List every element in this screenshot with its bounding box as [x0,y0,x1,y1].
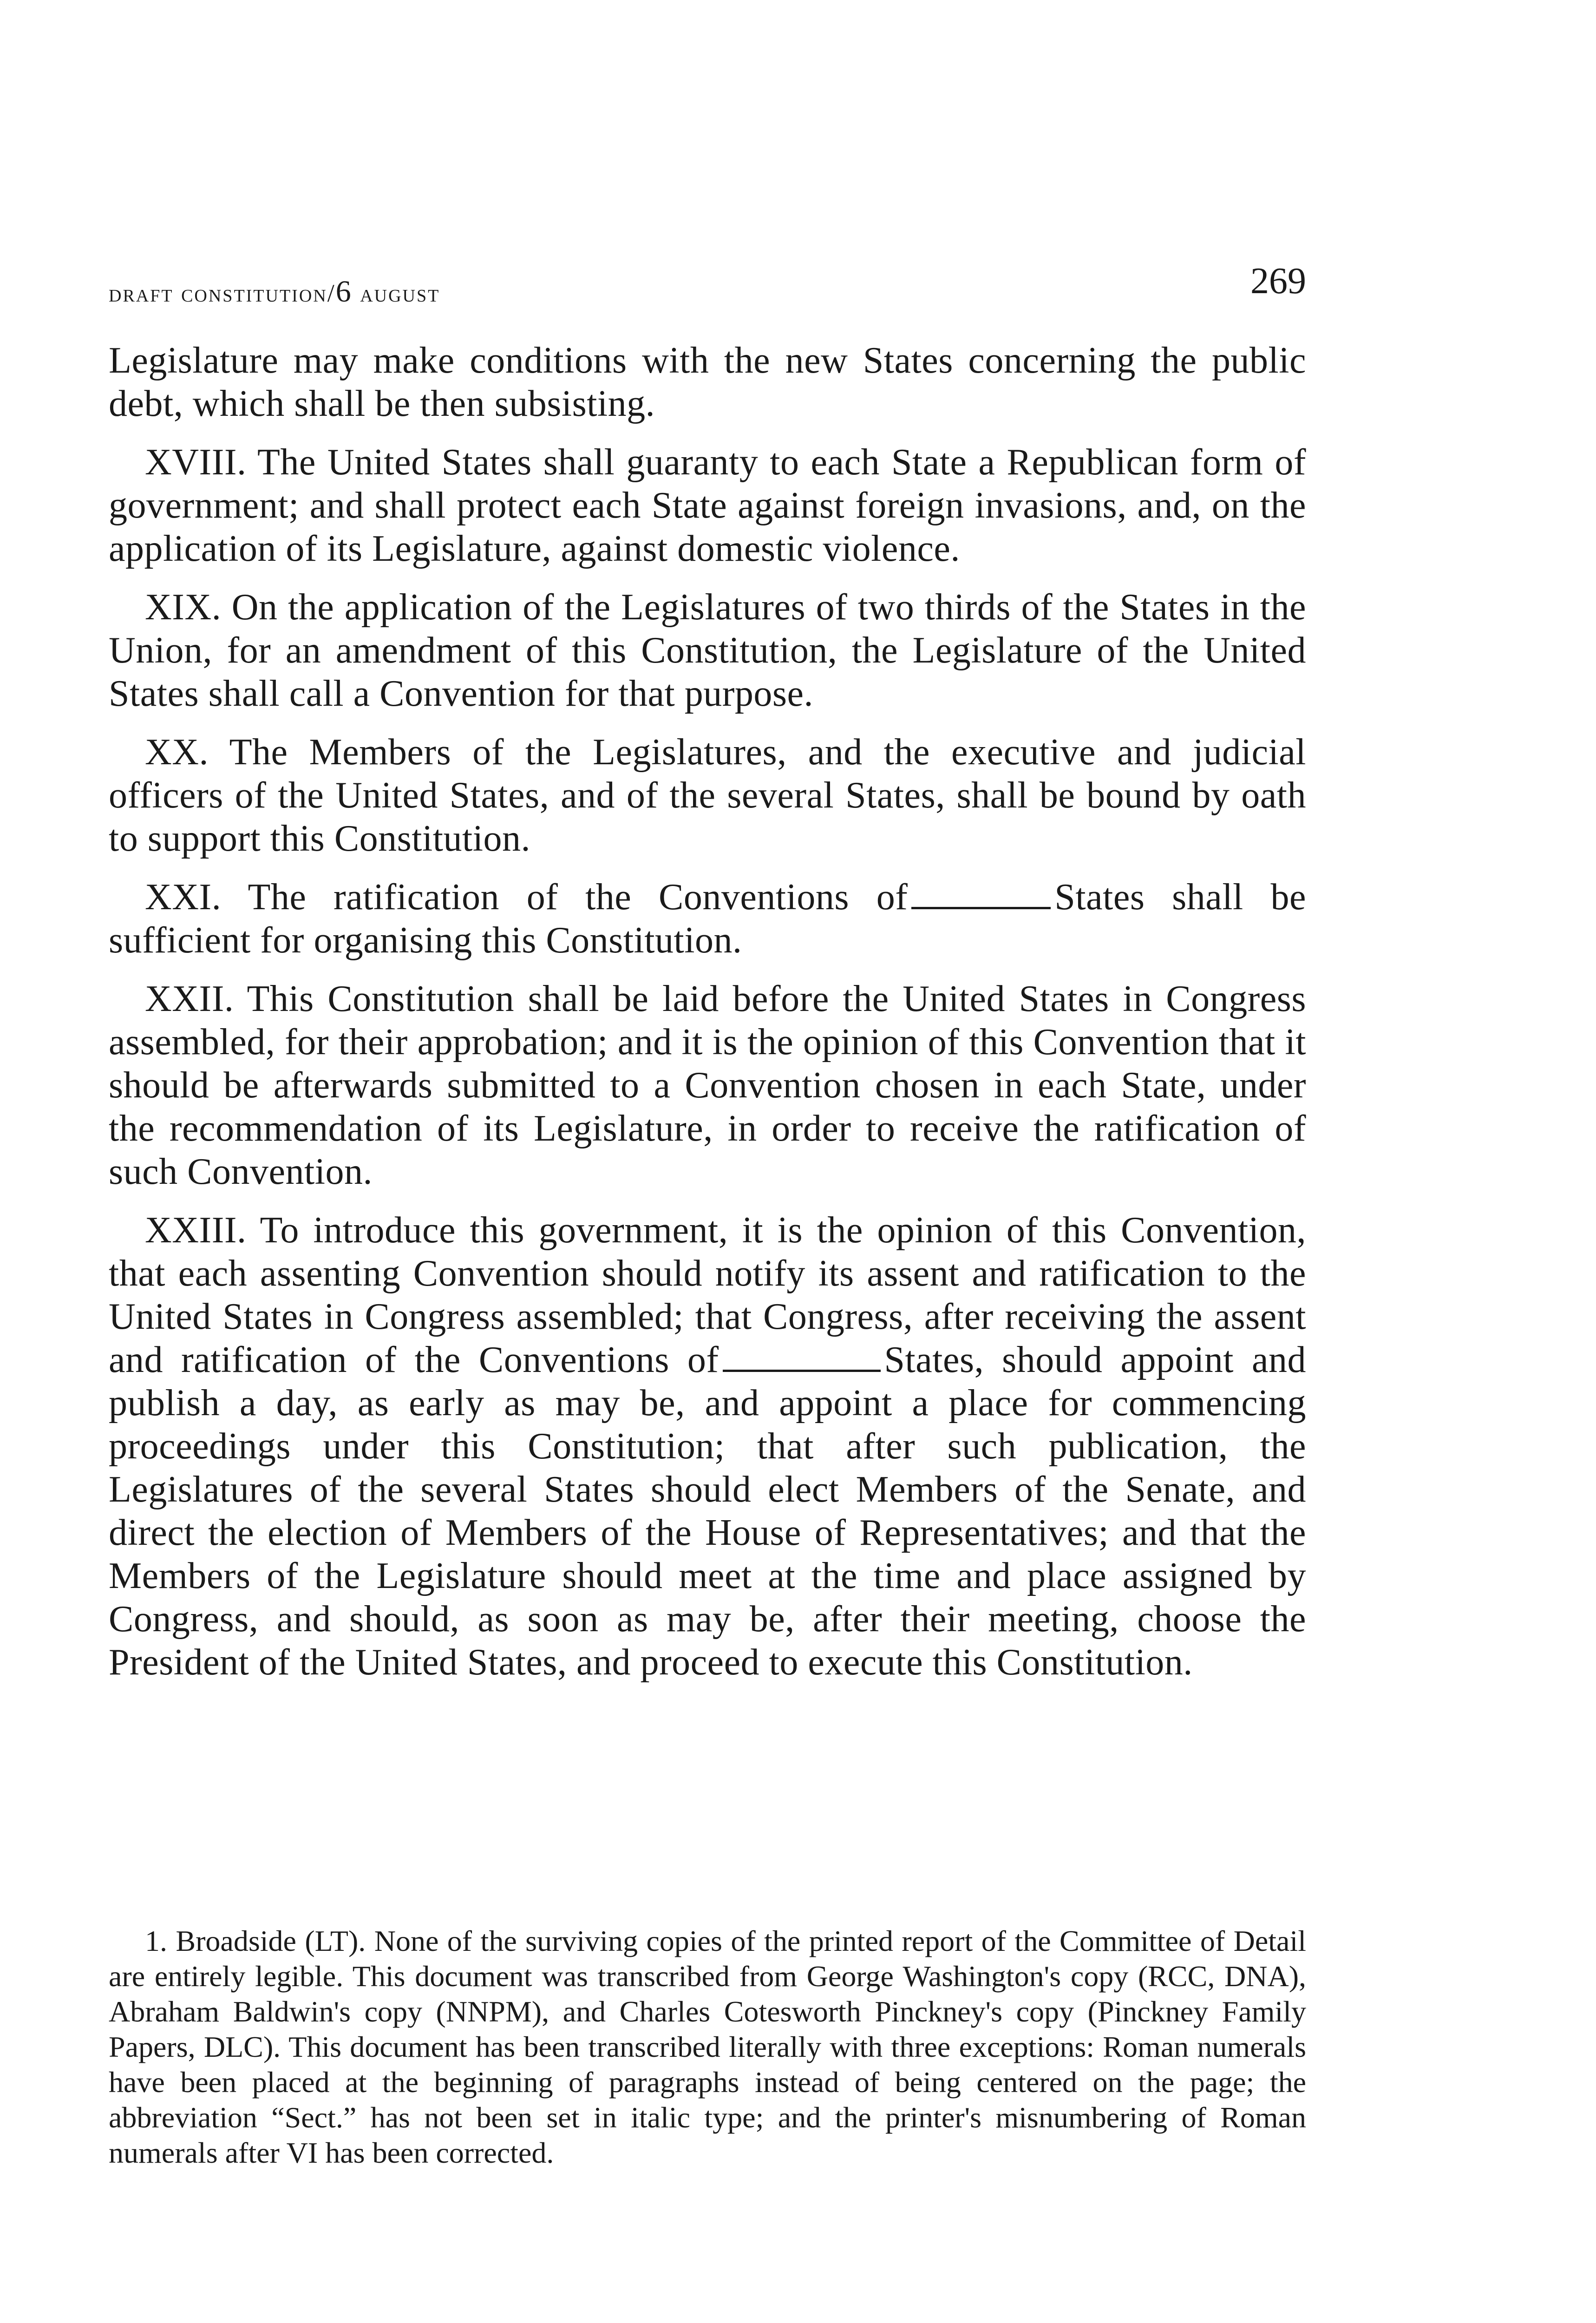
article-xxi-text-start: XXI. The ratification of the Conventions of [145,877,908,918]
paragraph-article-xxiii [109,1209,1306,1684]
blank-line [723,1370,881,1372]
paragraph-continuation: Legislature may make conditions with the new States concerning the public debt, which shall be then subsisting. [109,340,1306,424]
article-xxi-text-end: States shall be sufficient for organising this Constitution. [109,877,1306,961]
running-head-suffix: august [352,279,440,307]
page-number: 269 [1250,261,1306,302]
paragraph-article-xx: XX. The Members of the Legislatures, and the executive and judicial officers of the United States, and of the several States, shall be bound by oath to support this Constitution. [109,732,1306,859]
paragraph-article-xix: XIX. On the application of the Legislatures of two thirds of the States in the Union, for an amendment of this Constitution, the Legislature of the United States shall call a Convention for that purpose. [109,587,1306,714]
running-head-prefix: draft constitution/ [109,279,336,307]
paragraph-article-xxi [109,876,1306,962]
article-xxiii-text-start: XXIII. To introduce this government, it is the opinion of this Convention, that each assenting Convention should notify its assent and ratification to the United States in Congress assembled; that Congress, after receiving the assent and ratification of the Conventions of [109,1210,1306,1380]
running-head-number: 6 [335,275,353,308]
running-head [109,274,440,309]
paragraph-article-xxii: XXII. This Constitution shall be laid before the United States in Congress assembled, for their approbation; and it is the opinion of this Convention that it should be afterwards submitted to a Convention chosen in each State, under the recommendation of its Legislature, in order to receive the ratification of such Convention. [109,978,1306,1192]
blank-line [911,907,1051,909]
article-xxiii-text-end: States, should appoint and publish a day, as early as may be, and appoint a place for commencing proceedings under this Constitution; that after such publication, the Legislatures of the several States should elect Members of the Senate, and direct the election of Members of the House of Representatives; and that the Members of the Legislature should meet at the time and place assigned by Congress, and should, as soon as may be, after their meeting, choose the President of the United States, and proceed to execute this Constitution. [109,1339,1306,1683]
body-text [109,339,1306,1700]
paragraph-article-xviii: XVIII. The United States shall guaranty to each State a Republican form of government; and shall protect each State against foreign invasions, and, on the application of its Legislature, against domestic violence. [109,442,1306,569]
footnote: 1. Broadside (LT). None of the surviving copies of the printed report of the Committee of Detail are entirely legible. This document was transcribed from George Washington's copy (RCC, DNA), Abraham Baldwin's copy (NNPM), and Charles Cotesworth Pinckney's copy (Pinckney Family Papers, DLC). This document has been transcribed literally with three exceptions: Roman numerals have been placed at the beginning of paragraphs instead of being centered on the page; the abbreviation “Sect.” has not been set in italic type; and the printer's misnumbering of Roman numerals after VI has been corrected. [109,1924,1306,2169]
page-header [109,260,1306,311]
